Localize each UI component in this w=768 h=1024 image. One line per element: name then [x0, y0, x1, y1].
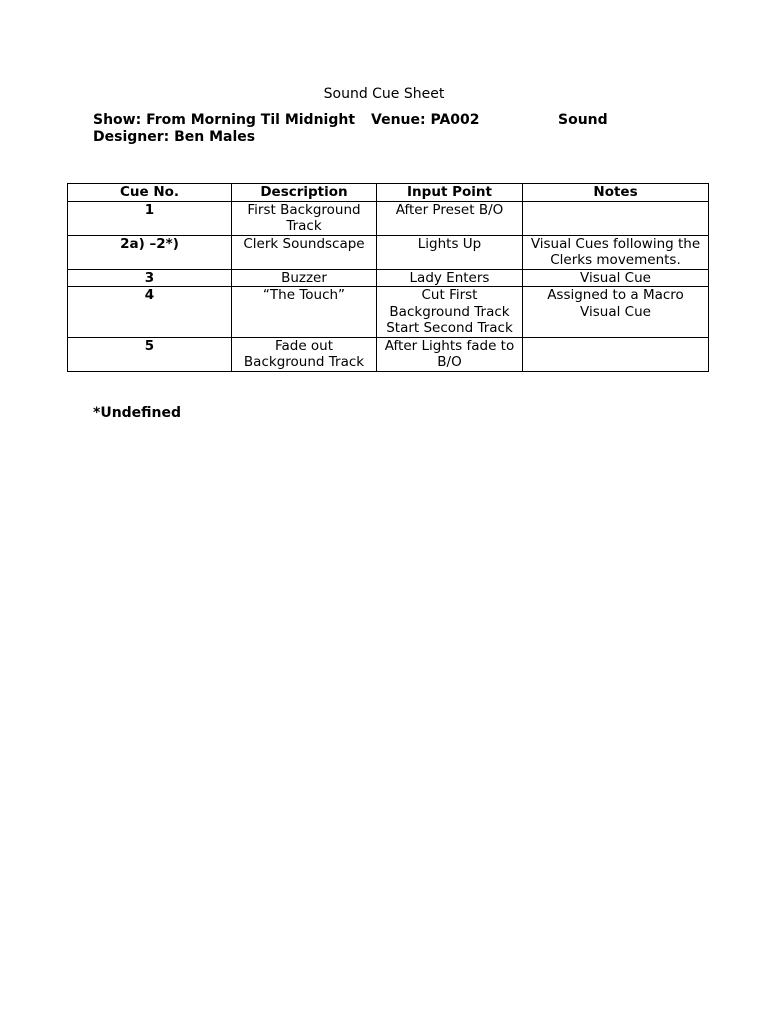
cue-table [67, 183, 709, 372]
cue-number-cell: 2a) –2*) [68, 235, 232, 269]
show-label: Show: From Morning Til Midnight [93, 112, 356, 128]
description-cell: Clerk Soundscape [232, 235, 377, 269]
table-row [68, 269, 709, 287]
column-header-description: Description [232, 184, 377, 202]
column-header-cue-no: Cue No. [68, 184, 232, 202]
venue-label: Venue: PA002 [371, 112, 480, 128]
table-row [68, 201, 709, 235]
notes-cell [523, 337, 709, 371]
notes-cell: Visual Cues following the Clerks movements. [523, 235, 709, 269]
notes-cell [523, 201, 709, 235]
designer-label-part1: Sound [558, 112, 608, 128]
table-row [68, 235, 709, 269]
show-info [93, 112, 633, 146]
input-point-cell: Lights Up [377, 235, 523, 269]
column-header-input-point: Input Point [377, 184, 523, 202]
input-point-cell: Lady Enters [377, 269, 523, 287]
input-point-cell: After Preset B/O [377, 201, 523, 235]
description-cell: “The Touch” [232, 287, 377, 338]
column-header-notes: Notes [523, 184, 709, 202]
cue-number-cell: 5 [68, 337, 232, 371]
input-point-cell: Cut First Background Track Start Second Track [377, 287, 523, 338]
page-title: Sound Cue Sheet [323, 86, 445, 102]
footnote: *Undefined [93, 405, 182, 421]
description-cell: Buzzer [232, 269, 377, 287]
cue-number-cell: 3 [68, 269, 232, 287]
table-header-row [68, 184, 709, 202]
notes-cell: Visual Cue [523, 269, 709, 287]
table-row [68, 337, 709, 371]
designer-label-part2: Designer: Ben Males [93, 129, 256, 145]
cue-number-cell: 1 [68, 201, 232, 235]
description-cell: Fade out Background Track [232, 337, 377, 371]
notes-cell: Assigned to a Macro Visual Cue [523, 287, 709, 338]
input-point-cell: After Lights fade to B/O [377, 337, 523, 371]
cue-number-cell: 4 [68, 287, 232, 338]
description-cell: First Background Track [232, 201, 377, 235]
table-row [68, 287, 709, 338]
